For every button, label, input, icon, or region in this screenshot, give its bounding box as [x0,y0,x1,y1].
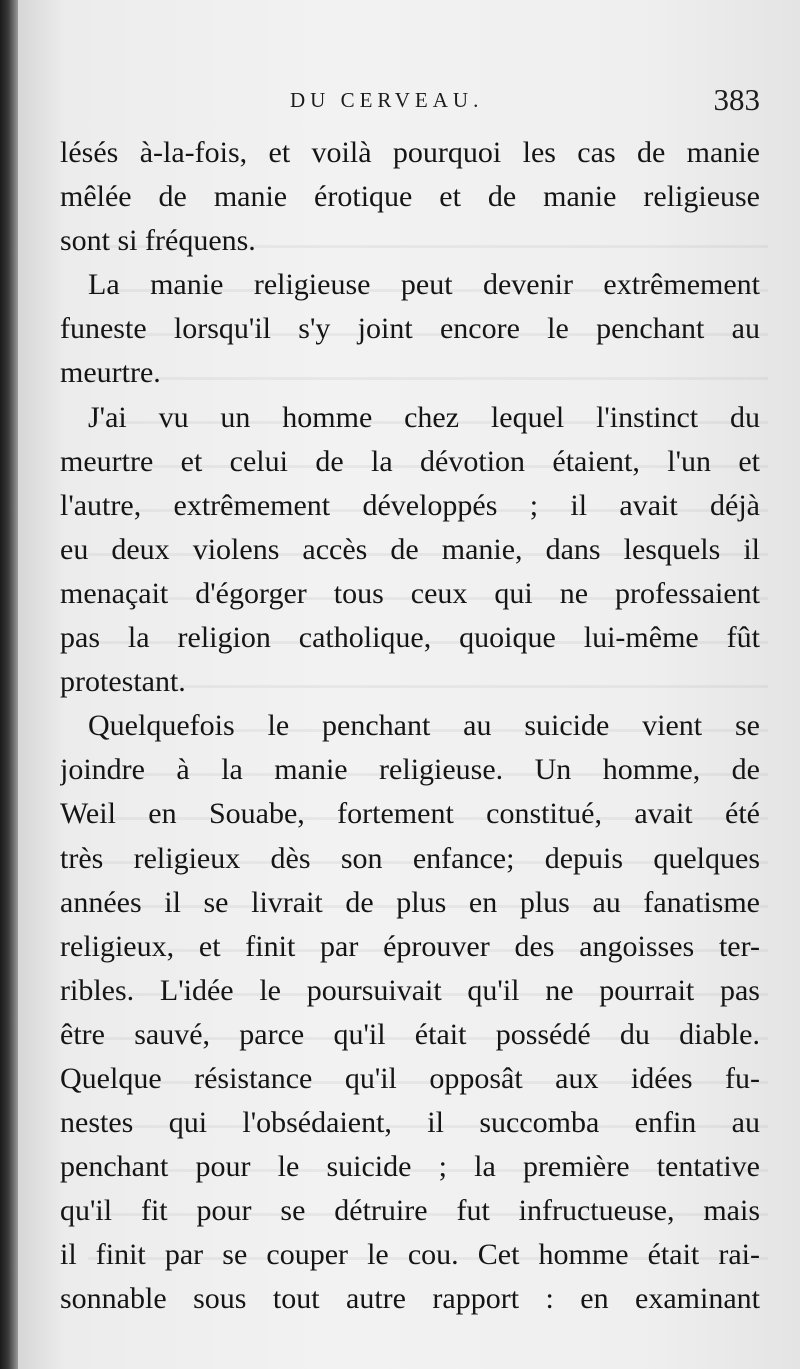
paragraph-first-line: La manie religieuse peut devenir extrêmement [88,268,760,302]
text-line: protestant. [60,665,186,699]
page-number: 383 [713,82,760,117]
text-line: qu'il fit pour se détruire fut infructueuse, mais [60,1194,760,1228]
text-line: sont si fréquens. [60,224,256,258]
text-line: ribles. L'idée le poursuivait qu'il ne pourrait pas [60,973,760,1007]
paragraph-first-line: Quelquefois le penchant au suicide vient se [88,709,760,743]
text-line: l'autre, extrêmement développés ; il avait déjà [60,488,760,522]
text-line: nestes qui l'obsédaient, il succomba enfin au [60,1106,760,1140]
text-line: être sauvé, parce qu'il était possédé du diable. [60,1017,760,1051]
text-line: penchant pour le suicide ; la première tentative [60,1150,760,1184]
text-line: mêlée de manie érotique et de manie religieuse [60,180,760,214]
running-title: DU CERVEAU. [290,88,484,112]
text-line: eu deux violens accès de manie, dans lesquels il [60,532,760,566]
text-line: Quelque résistance qu'il opposât aux idées fu- [60,1061,760,1095]
text-line: pas la religion catholique, quoique lui-même fût [60,621,760,655]
text-line: meurtre et celui de la dévotion étaient, l'un et [60,444,760,478]
book-page [18,0,800,1369]
text-line: très religieux dès son enfance; depuis quelques [60,841,760,875]
text-line: menaçait d'égorger tous ceux qui ne professaient [60,576,760,610]
text-line: meurtre. [60,356,161,390]
text-line: religieux, et finit par éprouver des angoisses ter- [60,929,760,963]
text-line: joindre à la manie religieuse. Un homme, de [60,753,760,787]
text-body [60,131,760,1322]
text-line: années il se livrait de plus en plus au fanatisme [60,885,760,919]
text-line: lésés à-la-fois, et voilà pourquoi les cas de manie [60,136,760,169]
text-line: Weil en Souabe, fortement constitué, avait été [60,797,760,831]
book-binding-edge [0,0,18,1369]
page-header [60,82,760,122]
text-line: il finit par se couper le cou. Cet homme était rai- [60,1238,760,1272]
paragraph-first-line: J'ai vu un homme chez lequel l'instinct du [88,400,760,434]
text-line: sonnable sous tout autre rapport : en examinant [60,1282,760,1316]
text-line: funeste lorsqu'il s'y joint encore le penchant au [60,312,760,346]
